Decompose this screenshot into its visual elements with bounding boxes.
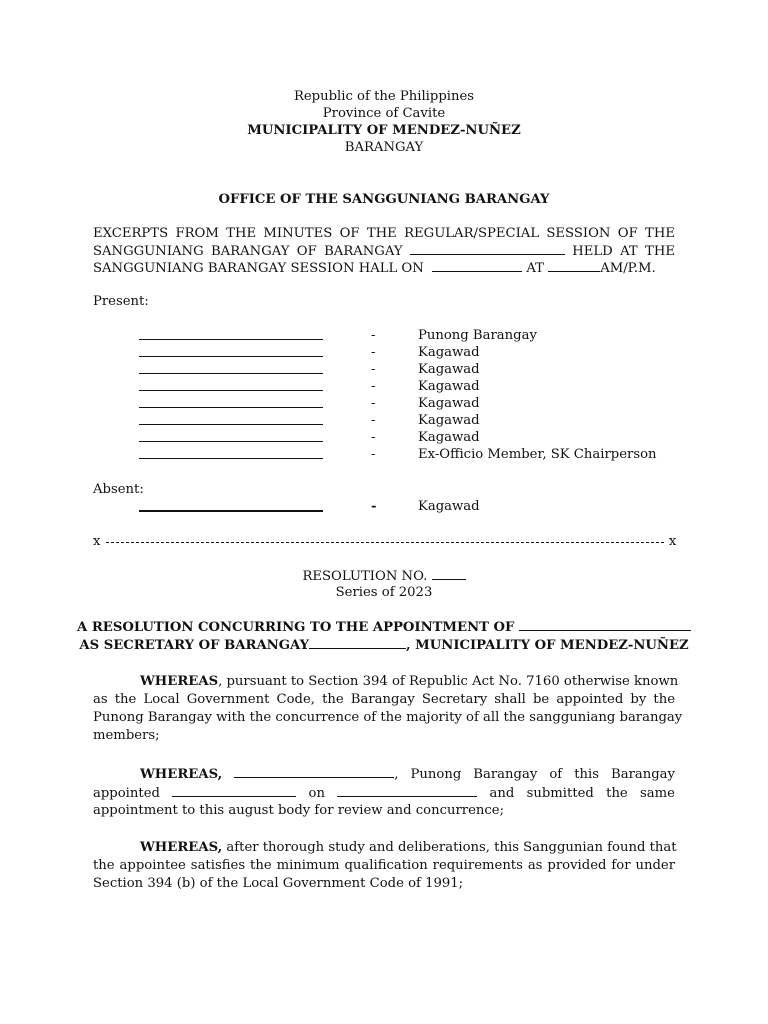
name-blank [139, 412, 323, 425]
present-label: Present: [93, 294, 149, 309]
session-time-blank [548, 259, 600, 272]
whereas-3-text: after thorough study and deliberations, this Sanggunian found that [222, 840, 677, 855]
separator-line [93, 533, 675, 550]
resolution-number-label: RESOLUTION NO. [302, 569, 428, 584]
whereas-1-line-4: members; [93, 728, 160, 743]
name-blank [139, 327, 323, 340]
excerpt-held-at: HELD AT THE [572, 244, 675, 259]
name-blank [139, 429, 323, 442]
name-blank [139, 361, 323, 374]
resolution-title-line-1 [0, 618, 768, 636]
whereas-2-appointed: appointed [93, 786, 160, 801]
position-label: Kagawad [418, 413, 480, 428]
whereas-1-line-1 [140, 673, 679, 690]
resolution-title-secretary: AS SECRETARY OF BARANGAY [79, 638, 309, 653]
whereas-1-text: , pursuant to Section 394 of Republic Act No. 7160 otherwise known [218, 674, 679, 689]
whereas-2-lead: WHEREAS, [140, 767, 223, 782]
separator-start: x [93, 534, 101, 549]
name-blank [139, 344, 323, 357]
excerpt-ampm: AM/P.M. [600, 261, 656, 276]
whereas-1-line-3: Punong Barangay with the concurrence of the majority of all the sangguniang barangay [93, 710, 683, 725]
dash: - [371, 430, 376, 445]
absent-label: Absent: [93, 482, 144, 497]
position-label: Kagawad [418, 362, 480, 377]
resolution-title-text: A RESOLUTION CONCURRING TO THE APPOINTMENT OF [77, 620, 515, 635]
separator-end: x [668, 534, 677, 549]
resolution-series: Series of 2023 [335, 585, 433, 600]
position-label: Punong Barangay [418, 328, 537, 343]
dash: - [371, 328, 376, 343]
session-date-blank [432, 259, 522, 272]
resolution-number-blank [432, 567, 466, 580]
position-label: Kagawad [418, 396, 480, 411]
resolution-title-line-2 [0, 636, 768, 654]
name-blank [139, 446, 323, 459]
position-label: Kagawad [418, 499, 480, 514]
name-blank [139, 498, 323, 512]
header-province: Province of Cavite [322, 106, 446, 121]
excerpt-line-2 [93, 242, 675, 260]
whereas-2-text: , Punong Barangay of this Barangay [394, 767, 675, 782]
excerpt-line-3 [93, 259, 675, 277]
position-label: Kagawad [418, 345, 480, 360]
appointment-date-blank [337, 784, 477, 797]
barangay-name-blank [309, 636, 406, 649]
whereas-2-line-2 [93, 784, 675, 802]
whereas-1-line-2: as the Local Government Code, the Barangay Secretary shall be appointed by the [93, 692, 675, 707]
whereas-1-lead: WHEREAS [140, 674, 219, 689]
whereas-2-line-1 [140, 765, 675, 783]
whereas-3-line-1 [140, 839, 675, 856]
punong-barangay-name-blank [234, 765, 394, 778]
dash: - [371, 362, 376, 377]
position-label: Kagawad [418, 430, 480, 445]
excerpt-line-2-text: SANGGUNIANG BARANGAY OF BARANGAY [93, 244, 403, 259]
dash: - [371, 379, 376, 394]
position-label: Ex-Officio Member, SK Chairperson [418, 447, 657, 462]
whereas-2-line-3: appointment to this august body for review and concurrence; [93, 803, 505, 818]
appointee-name-blank [519, 618, 691, 631]
dash: - [371, 396, 376, 411]
dash: - [371, 447, 376, 462]
whereas-2-on: on [308, 786, 325, 801]
position-label: Kagawad [418, 379, 480, 394]
whereas-3-line-2: the appointee satisfies the minimum qualification requirements as provided for under [93, 858, 675, 873]
separator-dashes [106, 541, 664, 543]
whereas-3-lead: WHEREAS, [140, 840, 223, 855]
header-municipality: MUNICIPALITY OF MENDEZ-NUÑEZ [247, 123, 521, 138]
appointee-blank [172, 784, 296, 797]
header-barangay: BARANGAY [344, 140, 424, 155]
dash: - [371, 345, 376, 360]
header-republic: Republic of the Philippines [293, 89, 475, 104]
excerpt-at: AT [526, 261, 544, 276]
office-title: OFFICE OF THE SANGGUNIANG BARANGAY [218, 192, 550, 207]
name-blank [139, 378, 323, 391]
resolution-title-municipality: , MUNICIPALITY OF MENDEZ-NUÑEZ [406, 638, 689, 653]
excerpt-line-1: EXCERPTS FROM THE MINUTES OF THE REGULAR/SPECIAL SESSION OF THE [93, 226, 675, 241]
whereas-3-line-3: Section 394 (b) of the Local Government Code of 1991; [93, 876, 464, 891]
dash: - [371, 499, 377, 514]
resolution-number [0, 567, 768, 585]
excerpt-session-hall: SANGGUNIANG BARANGAY SESSION HALL ON [93, 261, 424, 276]
name-blank [139, 395, 323, 408]
dash: - [371, 413, 376, 428]
whereas-2-submitted: and submitted the same [489, 786, 675, 801]
barangay-name-blank [410, 242, 565, 255]
